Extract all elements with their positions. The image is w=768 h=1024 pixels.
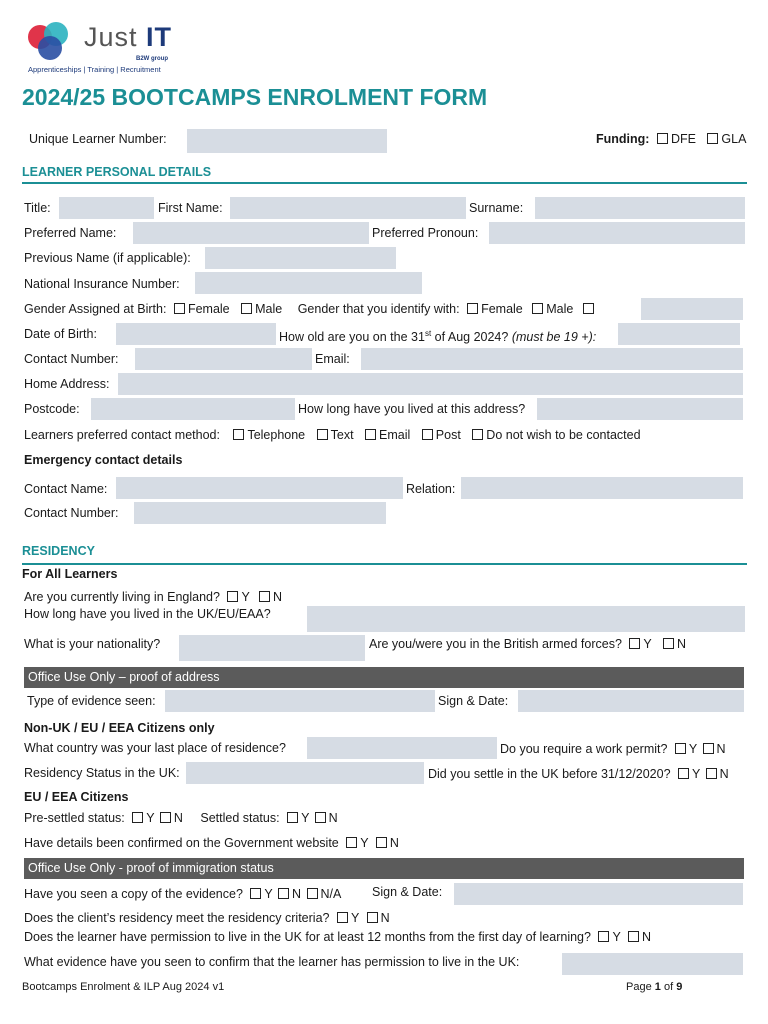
sign-date-field-2[interactable] xyxy=(454,883,743,905)
contact-text-label: Text xyxy=(330,428,354,442)
uln-label: Unique Learner Number: xyxy=(29,132,167,146)
office-use-immigration-bar: Office Use Only - proof of immigration status xyxy=(24,858,744,879)
postcode-field[interactable] xyxy=(91,398,295,420)
presettled-n-checkbox[interactable] xyxy=(160,812,171,823)
evidence-permission-label: What evidence have you seen to confirm that the learner has permission to live in the UK: xyxy=(24,955,520,969)
contact-text-checkbox[interactable] xyxy=(317,429,328,440)
footer-page-word: Page xyxy=(626,981,652,993)
settled-n-label: N xyxy=(328,811,338,825)
gov-confirmed-y-label: Y xyxy=(360,836,369,850)
seen-copy-n-checkbox[interactable] xyxy=(278,888,289,899)
surname-field[interactable] xyxy=(535,197,745,219)
eu-heading: EU / EEA Citizens xyxy=(24,790,129,804)
uln-field[interactable] xyxy=(187,129,387,153)
emergency-heading: Emergency contact details xyxy=(24,453,183,467)
gov-confirmed-label: Have details been confirmed on the Government website xyxy=(24,836,339,850)
office-use-address-bar: Office Use Only – proof of address xyxy=(24,667,744,688)
criteria-n-label: N xyxy=(380,911,390,925)
personal-details-rule xyxy=(22,182,747,184)
how-long-uk-label: How long have you lived in the UK/EU/EAA? xyxy=(24,607,271,621)
page-title: 2024/25 BOOTCAMPS ENROLMENT FORM xyxy=(22,84,488,110)
criteria-y-checkbox[interactable] xyxy=(337,912,348,923)
work-permit-y-label: Y xyxy=(688,742,698,756)
gov-confirmed-n-checkbox[interactable] xyxy=(376,837,387,848)
permission-y-checkbox[interactable] xyxy=(598,931,609,942)
funding-label: Funding: xyxy=(596,132,650,146)
work-permit-n-label: N xyxy=(716,742,726,756)
email-label: Email: xyxy=(315,352,350,366)
evidence-permission-field[interactable] xyxy=(562,953,743,975)
preferred-pronoun-label: Preferred Pronoun: xyxy=(372,226,479,240)
previous-name-field[interactable] xyxy=(205,247,396,269)
funding-gla-checkbox[interactable] xyxy=(707,133,718,144)
surname-label: Surname: xyxy=(469,201,524,215)
permission-y-label: Y xyxy=(612,930,621,944)
ni-field[interactable] xyxy=(195,272,422,294)
permission-n-checkbox[interactable] xyxy=(628,931,639,942)
logo-name-1: Just xyxy=(84,22,138,52)
presettled-y-label: Y xyxy=(146,811,155,825)
criteria-n-checkbox[interactable] xyxy=(367,912,378,923)
first-name-label: First Name: xyxy=(158,201,223,215)
gender-identify-other-checkbox[interactable] xyxy=(583,303,594,314)
gov-confirmed-y-checkbox[interactable] xyxy=(346,837,357,848)
living-england-row xyxy=(24,589,282,605)
title-field[interactable] xyxy=(59,197,154,219)
work-permit-n-checkbox[interactable] xyxy=(703,743,714,754)
gender-row xyxy=(24,301,597,317)
work-permit-y-checkbox[interactable] xyxy=(675,743,686,754)
criteria-label: Does the client’s residency meet the residency criteria? xyxy=(24,911,330,925)
contact-email-checkbox[interactable] xyxy=(365,429,376,440)
contact-telephone-label: Telephone xyxy=(247,428,306,442)
contact-number-field[interactable] xyxy=(135,348,312,370)
contact-method-row xyxy=(24,427,641,443)
ec-number-label: Contact Number: xyxy=(24,506,119,520)
living-england-n-checkbox[interactable] xyxy=(259,591,270,602)
gender-birth-female-label: Female xyxy=(187,302,230,316)
settle-before-y-checkbox[interactable] xyxy=(678,768,689,779)
living-england-y-label: Y xyxy=(241,590,250,604)
footer-doc-name: Bootcamps Enrolment & ILP Aug 2024 v1 xyxy=(22,981,225,993)
gender-identify-female-label: Female xyxy=(481,302,523,316)
age-field[interactable] xyxy=(618,323,740,345)
title-label: Title: xyxy=(24,201,51,215)
logo-group: B2W group xyxy=(136,56,168,62)
settled-status-row xyxy=(24,810,338,826)
settle-before-y-label: Y xyxy=(692,767,701,781)
footer-page-number xyxy=(626,981,682,993)
armed-forces-y-label: Y xyxy=(643,637,652,651)
gov-confirmed-row xyxy=(24,835,399,851)
contact-post-checkbox[interactable] xyxy=(422,429,433,440)
age-question-sup: st xyxy=(424,329,432,338)
presettled-n-label: N xyxy=(173,811,183,825)
gender-identify-male-checkbox[interactable] xyxy=(532,303,543,314)
age-question-pre: How old are you on the 31 xyxy=(279,330,425,345)
logo xyxy=(26,20,186,76)
home-address-field[interactable] xyxy=(118,373,743,395)
ec-number-field[interactable] xyxy=(134,502,386,524)
settled-y-label: Y xyxy=(301,811,310,825)
permission-label: Does the learner have permission to live in the UK for at least 12 months from the first day of learning? xyxy=(24,930,591,944)
residency-heading: RESIDENCY xyxy=(22,544,95,558)
dob-field[interactable] xyxy=(116,323,276,345)
age-question-note: (must be 19 +): xyxy=(511,330,597,345)
contact-telephone-checkbox[interactable] xyxy=(233,429,244,440)
age-question xyxy=(279,326,596,345)
personal-details-heading: LEARNER PERSONAL DETAILS xyxy=(22,165,212,179)
settle-before-label: Did you settle in the UK before 31/12/2020? xyxy=(428,767,671,781)
residency-status-label: Residency Status in the UK: xyxy=(24,766,180,780)
footer-page-total: 9 xyxy=(676,981,683,993)
ec-name-field[interactable] xyxy=(116,477,403,499)
gender-other-field[interactable] xyxy=(641,298,743,320)
gender-birth-male-label: Male xyxy=(255,302,283,316)
armed-forces-label: Are you/were you in the British armed forces? xyxy=(369,637,622,651)
footer-of-word: of xyxy=(663,981,674,993)
settle-before-n-label: N xyxy=(719,767,729,781)
settle-before-n-checkbox[interactable] xyxy=(706,768,717,779)
last-residence-label: What country was your last place of residence? xyxy=(24,741,286,755)
gender-birth-female-checkbox[interactable] xyxy=(174,303,185,314)
sign-date-label-1: Sign & Date: xyxy=(438,694,509,708)
criteria-y-label: Y xyxy=(350,911,360,925)
ec-name-label: Contact Name: xyxy=(24,482,108,496)
contact-none-label: Do not wish to be contacted xyxy=(486,428,641,442)
seen-copy-y-label: Y xyxy=(264,887,273,901)
armed-forces-n-checkbox[interactable] xyxy=(663,638,674,649)
preferred-name-label: Preferred Name: xyxy=(24,226,117,240)
funding-group xyxy=(596,131,746,147)
work-permit-label: Do you require a work permit? xyxy=(500,742,668,756)
living-england-label: Are you currently living in England? xyxy=(24,590,220,604)
settle-before-row xyxy=(428,766,729,782)
seen-copy-row xyxy=(24,886,341,902)
age-question-post: of Aug 2024? xyxy=(431,330,509,345)
living-england-y-checkbox[interactable] xyxy=(227,591,238,602)
settled-n-checkbox[interactable] xyxy=(315,812,326,823)
gender-birth-male-checkbox[interactable] xyxy=(241,303,252,314)
all-learners-heading: For All Learners xyxy=(22,567,118,581)
seen-copy-y-checkbox[interactable] xyxy=(250,888,261,899)
logo-tagline: Apprenticeships | Training | Recruitment xyxy=(28,65,161,74)
contact-number-label: Contact Number: xyxy=(24,352,119,366)
lived-at-address-label: How long have you lived at this address? xyxy=(298,402,526,416)
presettled-label: Pre-settled status: xyxy=(24,811,125,825)
contact-post-label: Post xyxy=(435,428,461,442)
preferred-pronoun-field[interactable] xyxy=(489,222,745,244)
sign-date-label-2: Sign & Date: xyxy=(372,885,443,899)
contact-none-checkbox[interactable] xyxy=(472,429,483,440)
ec-relation-field[interactable] xyxy=(461,477,743,499)
permission-row xyxy=(24,929,651,945)
lived-at-address-field[interactable] xyxy=(537,398,743,420)
gender-identify-male-label: Male xyxy=(546,302,574,316)
logo-name-2: IT xyxy=(146,22,173,52)
settled-label: Settled status: xyxy=(200,811,280,825)
gender-birth-label: Gender Assigned at Birth: xyxy=(24,302,167,316)
evidence-type-field[interactable] xyxy=(165,690,435,712)
dob-label: Date of Birth: xyxy=(24,327,97,341)
seen-copy-label: Have you seen a copy of the evidence? xyxy=(24,887,243,901)
home-address-label: Home Address: xyxy=(24,377,110,391)
first-name-field[interactable] xyxy=(230,197,466,219)
postcode-label: Postcode: xyxy=(24,402,80,416)
ec-relation-label: Relation: xyxy=(406,482,456,496)
permission-n-label: N xyxy=(642,930,652,944)
seen-copy-n-label: N xyxy=(292,887,302,901)
residency-rule xyxy=(22,563,747,565)
contact-method-label: Learners preferred contact method: xyxy=(24,428,220,442)
living-england-n-label: N xyxy=(273,590,283,604)
evidence-type-label: Type of evidence seen: xyxy=(27,694,156,708)
nationality-field[interactable] xyxy=(179,635,365,661)
funding-dfe-checkbox[interactable] xyxy=(657,133,668,144)
criteria-row xyxy=(24,910,390,926)
footer-page-num: 1 xyxy=(654,981,661,993)
funding-gla-label: GLA xyxy=(721,132,747,146)
gov-confirmed-n-label: N xyxy=(389,836,399,850)
ni-label: National Insurance Number: xyxy=(24,277,180,291)
seen-copy-na-checkbox[interactable] xyxy=(307,888,318,899)
seen-copy-na-label: N/A xyxy=(320,887,342,901)
previous-name-label: Previous Name (if applicable): xyxy=(24,251,191,265)
preferred-name-field[interactable] xyxy=(133,222,369,244)
gender-identify-female-checkbox[interactable] xyxy=(467,303,478,314)
contact-email-label: Email xyxy=(379,428,411,442)
nationality-label: What is your nationality? xyxy=(24,637,161,651)
settled-y-checkbox[interactable] xyxy=(287,812,298,823)
logo-mark-icon xyxy=(26,20,72,64)
work-permit-row xyxy=(500,741,726,757)
non-uk-heading: Non-UK / EU / EEA Citizens only xyxy=(24,721,215,735)
gender-identify-label: Gender that you identify with: xyxy=(297,302,460,316)
armed-forces-row xyxy=(369,636,686,652)
presettled-y-checkbox[interactable] xyxy=(132,812,143,823)
email-field[interactable] xyxy=(361,348,743,370)
how-long-uk-field[interactable] xyxy=(307,606,745,632)
last-residence-field[interactable] xyxy=(307,737,497,759)
armed-forces-y-checkbox[interactable] xyxy=(629,638,640,649)
residency-status-field[interactable] xyxy=(186,762,424,784)
armed-forces-n-label: N xyxy=(677,637,687,651)
sign-date-field-1[interactable] xyxy=(518,690,744,712)
funding-dfe-label: DFE xyxy=(670,132,696,146)
